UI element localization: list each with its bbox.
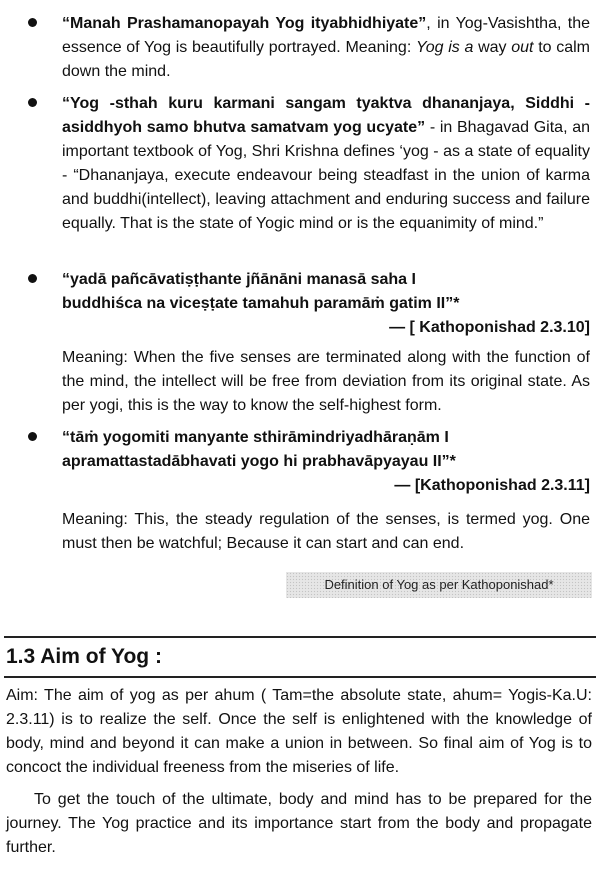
bullet-icon <box>28 432 37 441</box>
section-heading: 1.3 Aim of Yog : <box>6 645 162 668</box>
italic-word: out <box>511 39 534 56</box>
citation: — [Kathoponishad 2.3.11] <box>394 477 590 494</box>
bullet-body-3: to calm down the mind. <box>62 39 591 80</box>
journey-paragraph: To get the touch of the ultimate, body and mind has to be prepared for the journey. The Yog practice and its importance start from the body and propagate further. <box>6 791 592 856</box>
meaning-paragraph: Meaning: This, the steady regulation of the senses, is termed yog. One must then be watchful; Because it can start and can end. <box>62 511 590 552</box>
bullet-item-yog-vasishtha <box>28 12 590 84</box>
citation: — [ Kathoponishad 2.3.10] <box>389 319 590 336</box>
verse-block <box>62 426 590 498</box>
bullet-body: , in Yog-Vasishtha, the essence of Yog is beautifully portrayed. Meaning: <box>62 15 590 56</box>
meaning-paragraph: Meaning: When the five senses are terminated along with the function of the mind, the intellect will be free from deviation from its original state. As per yogi, this is the way to know the self-highest form. <box>62 349 590 414</box>
heading-rule-bottom <box>4 676 596 678</box>
quote-bold: “Yog -sthah kuru karmani sangam tyaktva dhananjaya, Siddhi - asiddhyoh samo bhutva samatvam yog ucyate” <box>62 95 590 136</box>
bullet-icon <box>28 274 37 283</box>
quote-bold: “Manah Prashamanopayah Yog ityabhidhiyate” <box>62 15 427 32</box>
verse-block <box>62 268 590 340</box>
bullet-item-verse-2-3-11 <box>28 426 590 498</box>
bullet-text <box>62 12 590 84</box>
verse-line-1: “yadā pañcāvatiṣṭhante jñānāni manasā saha I <box>62 271 416 288</box>
bullet-icon <box>28 18 37 27</box>
bullet-body: - in Bhagavad Gita, an important textbook of Yog, Shri Krishna defines ‘yog - as a state of equality - “Dhananjaya, execute endeavour being steadfast in the union of karma and buddhi(intellect), leaving attachment and enduring success and failure equally. That is the state of Yogic mind or is the equanimity of mind.” <box>62 119 591 232</box>
bullet-text <box>62 92 590 236</box>
bullet-icon <box>28 98 37 107</box>
verse-line-2: buddhiśca na viceṣṭate tamahuh paramāṁ gatim II”* <box>62 295 460 312</box>
bullet-body-2: way <box>473 39 512 56</box>
verse-line-2: apramattastadābhavati yogo hi prabhavāpyayau II”* <box>62 453 456 470</box>
figure-caption: Definition of Yog as per Kathoponishad* <box>286 572 592 598</box>
verse-line-1: “tāṁ yogomiti manyante sthirāmindriyadhāraṇām I <box>62 429 449 446</box>
heading-rule-top <box>4 636 596 638</box>
aim-paragraph: Aim: The aim of yog as per ahum ( Tam=the absolute state, ahum= Yogis-Ka.U: 2.3.11) is to realize the self. Once the self is enlightened with the knowledge of body, mind and beyond it can make a union in between. So final aim of Yog is to concoct the individual freeness from the miseries of life. <box>6 687 592 776</box>
italic-phrase: Yog is a <box>415 39 474 56</box>
bullet-item-verse-2-3-10 <box>28 268 590 340</box>
bullet-item-bhagavad-gita <box>28 92 590 236</box>
